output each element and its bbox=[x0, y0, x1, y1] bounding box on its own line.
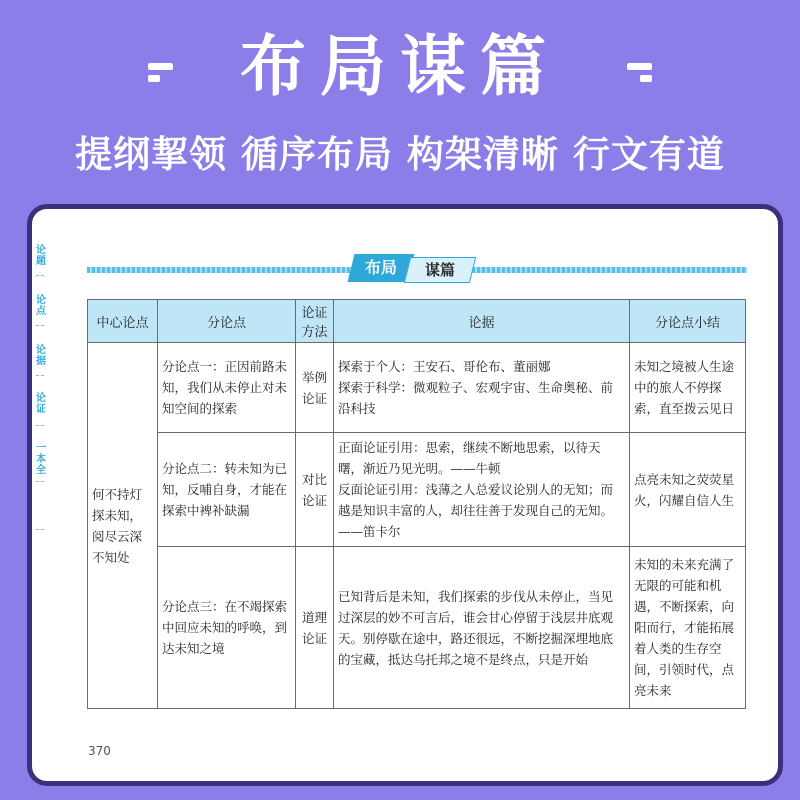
table-header-row bbox=[88, 300, 746, 343]
side-tab-all[interactable]: 一本全 bbox=[36, 443, 46, 476]
header-summary: 分论点小结 bbox=[630, 300, 746, 343]
side-tab-topic[interactable]: 论题 bbox=[36, 245, 46, 267]
banner-label-right: 谋篇 bbox=[404, 257, 476, 283]
table-row bbox=[88, 433, 746, 547]
side-divider bbox=[36, 375, 44, 376]
header-thesis: 中心论点 bbox=[88, 300, 158, 343]
side-divider bbox=[36, 481, 44, 482]
header-method: 论证方法 bbox=[296, 300, 334, 343]
side-tab-reasoning[interactable]: 论证 bbox=[36, 393, 46, 415]
section-banner bbox=[351, 254, 477, 282]
header-sub-argument: 分论点 bbox=[158, 300, 296, 343]
hero-title: 布局谋篇 bbox=[240, 28, 560, 105]
evidence-cell: 已知背后是未知，我们探索的步伐从未停止，当见过深层的妙不可言后，谁会甘心停留于浅层井底观天。别停歇在途中，路还很远，不断挖掘深埋地底的宝藏，抵达乌托邦之境不是终点，只是开始 bbox=[334, 547, 630, 709]
sub-argument-cell: 分论点二：转未知为已知，反哺自身，才能在探索中裨补缺漏 bbox=[158, 433, 296, 547]
method-cell: 举例论证 bbox=[296, 343, 334, 433]
page-number: 370 bbox=[88, 744, 111, 758]
thesis-cell: 何不持灯探未知，阅尽云深不知处 bbox=[88, 343, 158, 709]
table-row bbox=[88, 547, 746, 709]
hero-subtitle: 提纲挈领 循序布局 构架清晰 行文有道 bbox=[75, 133, 725, 176]
side-divider bbox=[36, 425, 44, 426]
evidence-cell: 正面论证引用：思索，继续不断地思索，以待天曙，渐近乃见光明。——牛顿 反面论证引用：浅薄之人总爱议论别人的无知；而越是知识丰富的人，却往往善于发现自己的无知。——笛卡尔 bbox=[334, 433, 630, 547]
evidence-cell: 探索于个人：王安石、哥伦布、董丽娜 探索于科学：微观粒子、宏观宇宙、生命奥秘、前沿科技 bbox=[334, 343, 630, 433]
side-divider bbox=[36, 325, 44, 326]
table-row bbox=[88, 343, 746, 433]
summary-cell: 点亮未知之荧荧星火，闪耀自信人生 bbox=[630, 433, 746, 547]
outline-table bbox=[87, 299, 746, 709]
book-page bbox=[27, 204, 783, 786]
method-cell: 道理论证 bbox=[296, 547, 334, 709]
side-divider bbox=[36, 275, 44, 276]
banner-label-left: 布局 bbox=[348, 254, 415, 282]
side-tab-evidence[interactable]: 论据 bbox=[36, 345, 46, 367]
summary-cell: 未知之境被人生途中的旅人不停探索，直至拨云见日 bbox=[630, 343, 746, 433]
side-divider bbox=[36, 529, 44, 530]
hero-dash-right bbox=[627, 63, 652, 70]
sub-argument-cell: 分论点一：正因前路未知，我们从未停止对未知空间的探索 bbox=[158, 343, 296, 433]
hero-dash-right-2 bbox=[640, 75, 652, 82]
summary-cell: 未知的未来充满了无限的可能和机遇，不断探索，向阳而行，才能拓展着人类的生存空间，引领时代，点亮未来 bbox=[630, 547, 746, 709]
side-tab-argument[interactable]: 论点 bbox=[36, 295, 46, 317]
sub-argument-cell: 分论点三：在不竭探索中回应未知的呼唤，到达未知之境 bbox=[158, 547, 296, 709]
method-cell: 对比论证 bbox=[296, 433, 334, 547]
header-evidence: 论据 bbox=[334, 300, 630, 343]
